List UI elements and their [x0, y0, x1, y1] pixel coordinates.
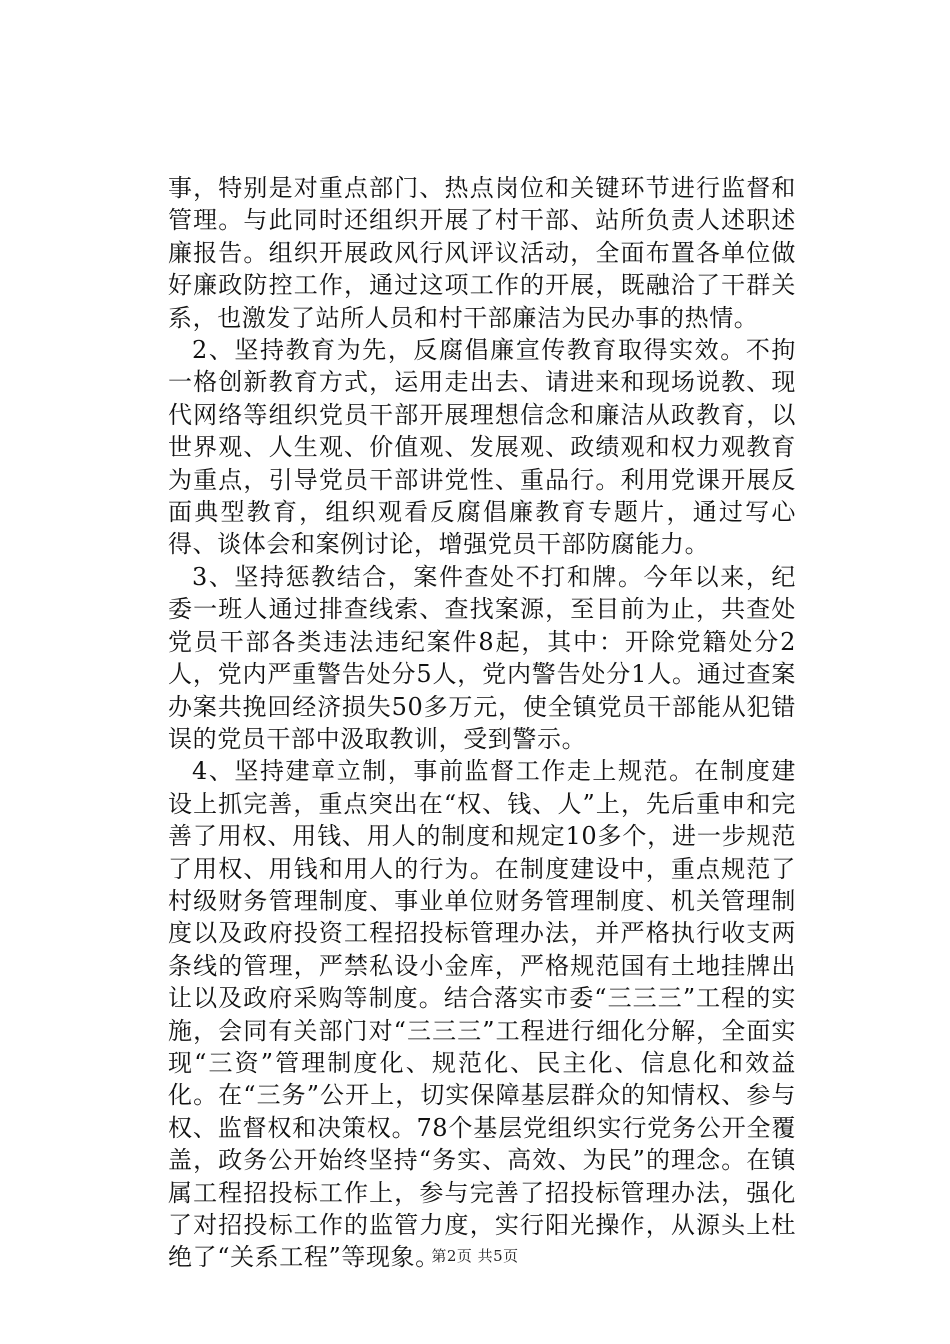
page-number-footer: 第2页 共5页 [431, 1247, 519, 1265]
document-body [168, 172, 796, 1274]
paragraph-item-4: 4、坚持建章立制，事前监督工作走上规范。在制度建设上抓完善，重点突出在“权、钱、人”上，先后重申和完善了用权、用钱、用人的制度和规定10多个，进一步规范了用权、用钱和用人的行为。在制度建设中，重点规范了村级财务管理制度、事业单位财务管理制度、机关管理制度以及政府投资工程招投标管理办法，并严格执行收支两条线的管理，严禁私设小金库，严格规范国有土地挂牌出让以及政府采购等制度。结合落实市委“三三三”工程的实施，会同有关部门对“三三三”工程进行细化分解，全面实现“三资”管理制度化、规范化、民主化、信息化和效益化。在“三务”公开上，切实保障基层群众的知情权、参与权、监督权和决策权。78个基层党组织实行党务公开全覆盖，政务公开始终坚持“务实、高效、为民”的理念。在镇属工程招投标工作上，参与完善了招投标管理办法，强化了对招投标工作的监管力度，实行阳光操作，从源头上杜绝了“关系工程”等现象。 [168, 757, 796, 1272]
paragraph-continued: 事，特别是对重点部门、热点岗位和关键环节进行监督和管理。与此同时还组织开展了村干部、站所负责人述职述廉报告。组织开展政风行风评议活动，全面布置各单位做好廉政防控工作，通过这项工作的开展，既融洽了干群关系，也激发了站所人员和村干部廉洁为民办事的热情。 [168, 174, 796, 332]
paragraph-item-3: 3、坚持惩教结合，案件查处不打和牌。今年以来，纪委一班人通过排查线索、查找案源，至目前为止，共查处党员干部各类违法违纪案件8起，其中：开除党籍处分2人，党内严重警告处分5人，党内警告处分1人。通过查案办案共挽回经济损失50多万元，使全镇党员干部能从犯错误的党员干部中汲取教训，受到警示。 [168, 562, 796, 753]
paragraph-item-2: 2、坚持教育为先，反腐倡廉宣传教育取得实效。不拘一格创新教育方式，运用走出去、请进来和现场说教、现代网络等组织党员干部开展理想信念和廉洁从政教育，以世界观、人生观、价值观、发展观、政绩观和权力观教育为重点，引导党员干部讲党性、重品行。利用党课开展反面典型教育，组织观看反腐倡廉教育专题片，通过写心得、谈体会和案例讨论，增强党员干部防腐能力。 [168, 336, 796, 559]
